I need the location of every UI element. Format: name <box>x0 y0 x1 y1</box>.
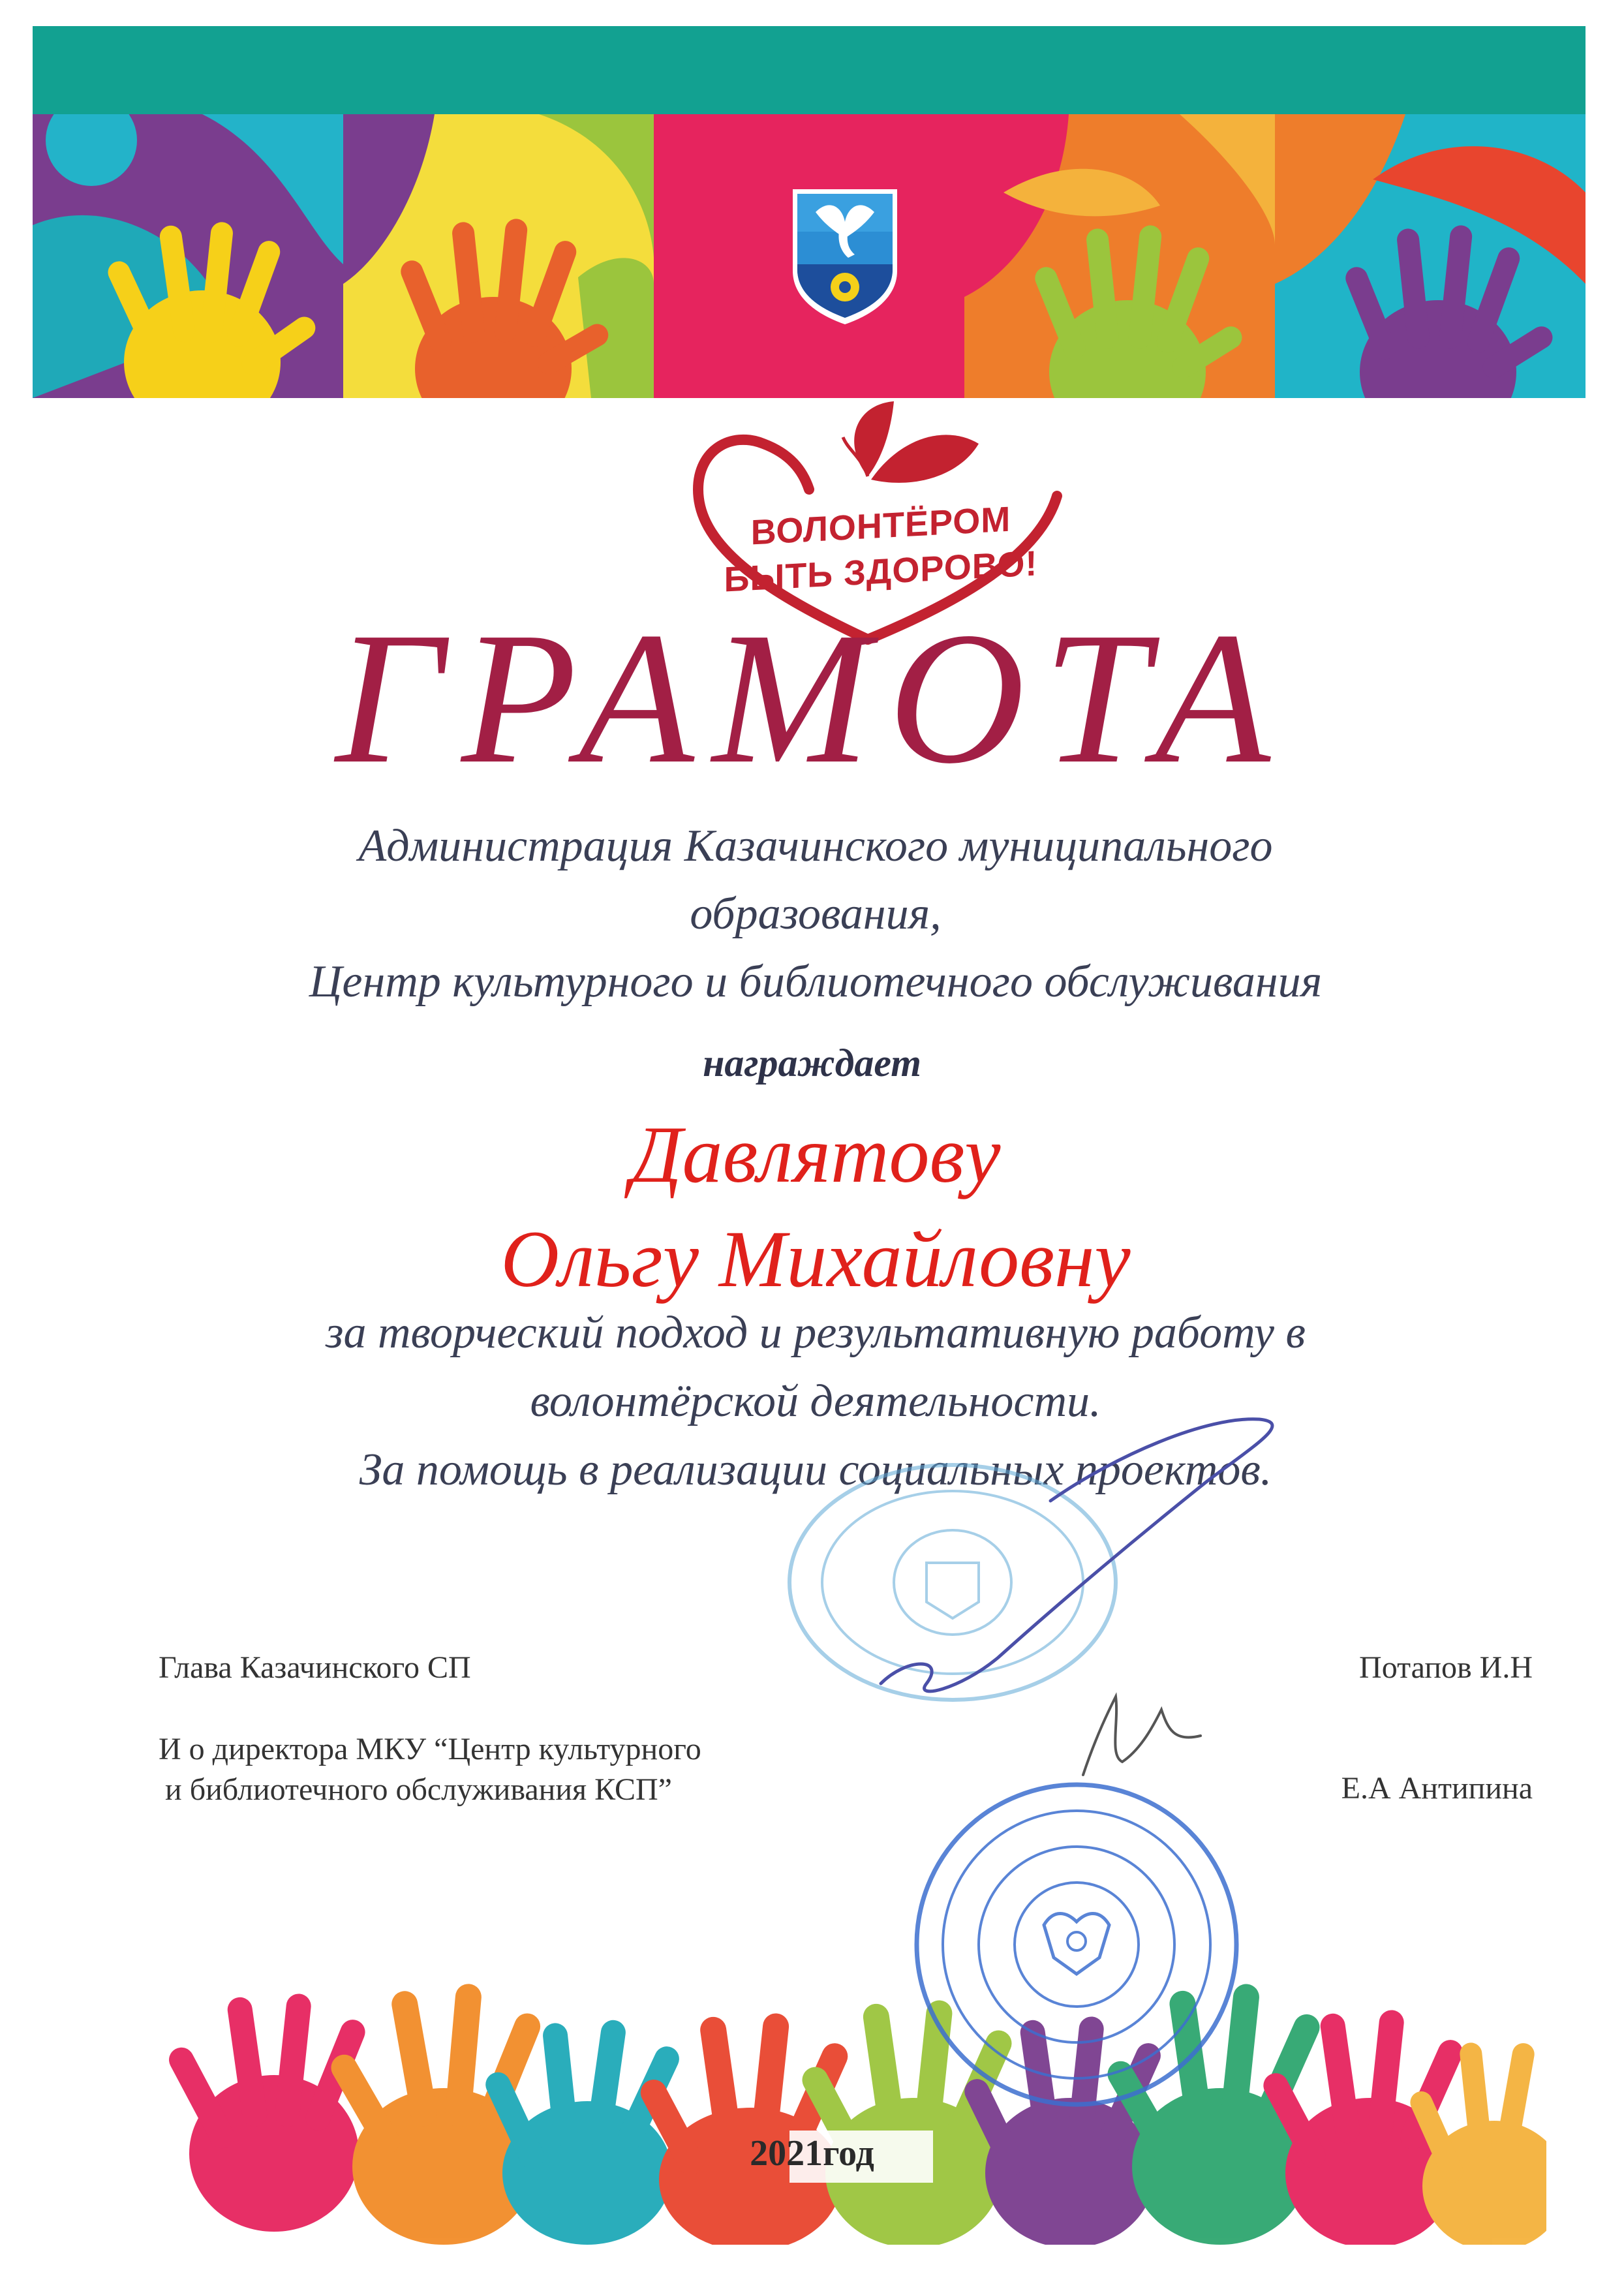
signatory-1-position <box>159 1648 471 1688</box>
signatory-2-name: Е.А Антипина <box>1341 1771 1533 1806</box>
hand-icon <box>33 114 343 398</box>
banner-panel-1 <box>33 114 343 398</box>
banner-panel-4 <box>964 114 1275 398</box>
hand-icon <box>964 114 1275 398</box>
hand-icon <box>343 114 654 398</box>
signatory-1-name: Потапов И.Н <box>1359 1650 1533 1685</box>
teal-strip <box>33 26 1586 114</box>
signatory-2-position <box>159 1729 701 1810</box>
issuer-line-2: образования, <box>690 889 942 939</box>
year: 2021год <box>750 2133 874 2174</box>
signatory-2-position-line-2: и библиотечного обслуживания КСП” <box>165 1772 672 1807</box>
reason-line-3: За помощь в реализации социальных проектов. <box>359 1445 1272 1495</box>
round-seal-icon <box>907 1775 1246 2114</box>
issuer-block <box>130 812 1501 1016</box>
banner-panel-2 <box>343 114 654 398</box>
reason-line-1: за творческий подход и результативную работу в <box>326 1308 1306 1358</box>
logo-text-line-2: БЫТЬ ЗДОРОВО! <box>724 544 1038 600</box>
handwritten-signature <box>868 1383 1325 1710</box>
hand-icon <box>1275 114 1586 398</box>
awards-word: награждает <box>703 1041 921 1085</box>
coat-of-arms-icon <box>789 186 900 326</box>
logo-text-line-1: ВОЛОНТЁРОМ <box>750 499 1011 553</box>
issuer-line-1: Администрация Казачинского муниципального <box>358 821 1273 871</box>
banner-panel-5 <box>1275 114 1586 398</box>
recipient-line-1: Давлятову <box>630 1110 1001 1199</box>
signatory-1-position-line-1: Глава Казачинского СП <box>159 1650 471 1685</box>
issuer-line-3: Центр культурного и библиотечного обслуживания <box>309 957 1323 1007</box>
reason-line-2: волонтёрской деятельности. <box>530 1376 1101 1426</box>
certificate-title: ГРАМОТА <box>335 593 1289 803</box>
recipient-name <box>130 1103 1501 1312</box>
top-banner <box>33 26 1586 398</box>
bottom-hands-illustration <box>163 1879 1546 2245</box>
signatory-2-position-line-1: И о директора МКУ “Центр культурного <box>159 1732 701 1766</box>
handwritten-signature <box>1070 1684 1214 1788</box>
recipient-line-2: Ольгу Михайловну <box>500 1214 1131 1304</box>
